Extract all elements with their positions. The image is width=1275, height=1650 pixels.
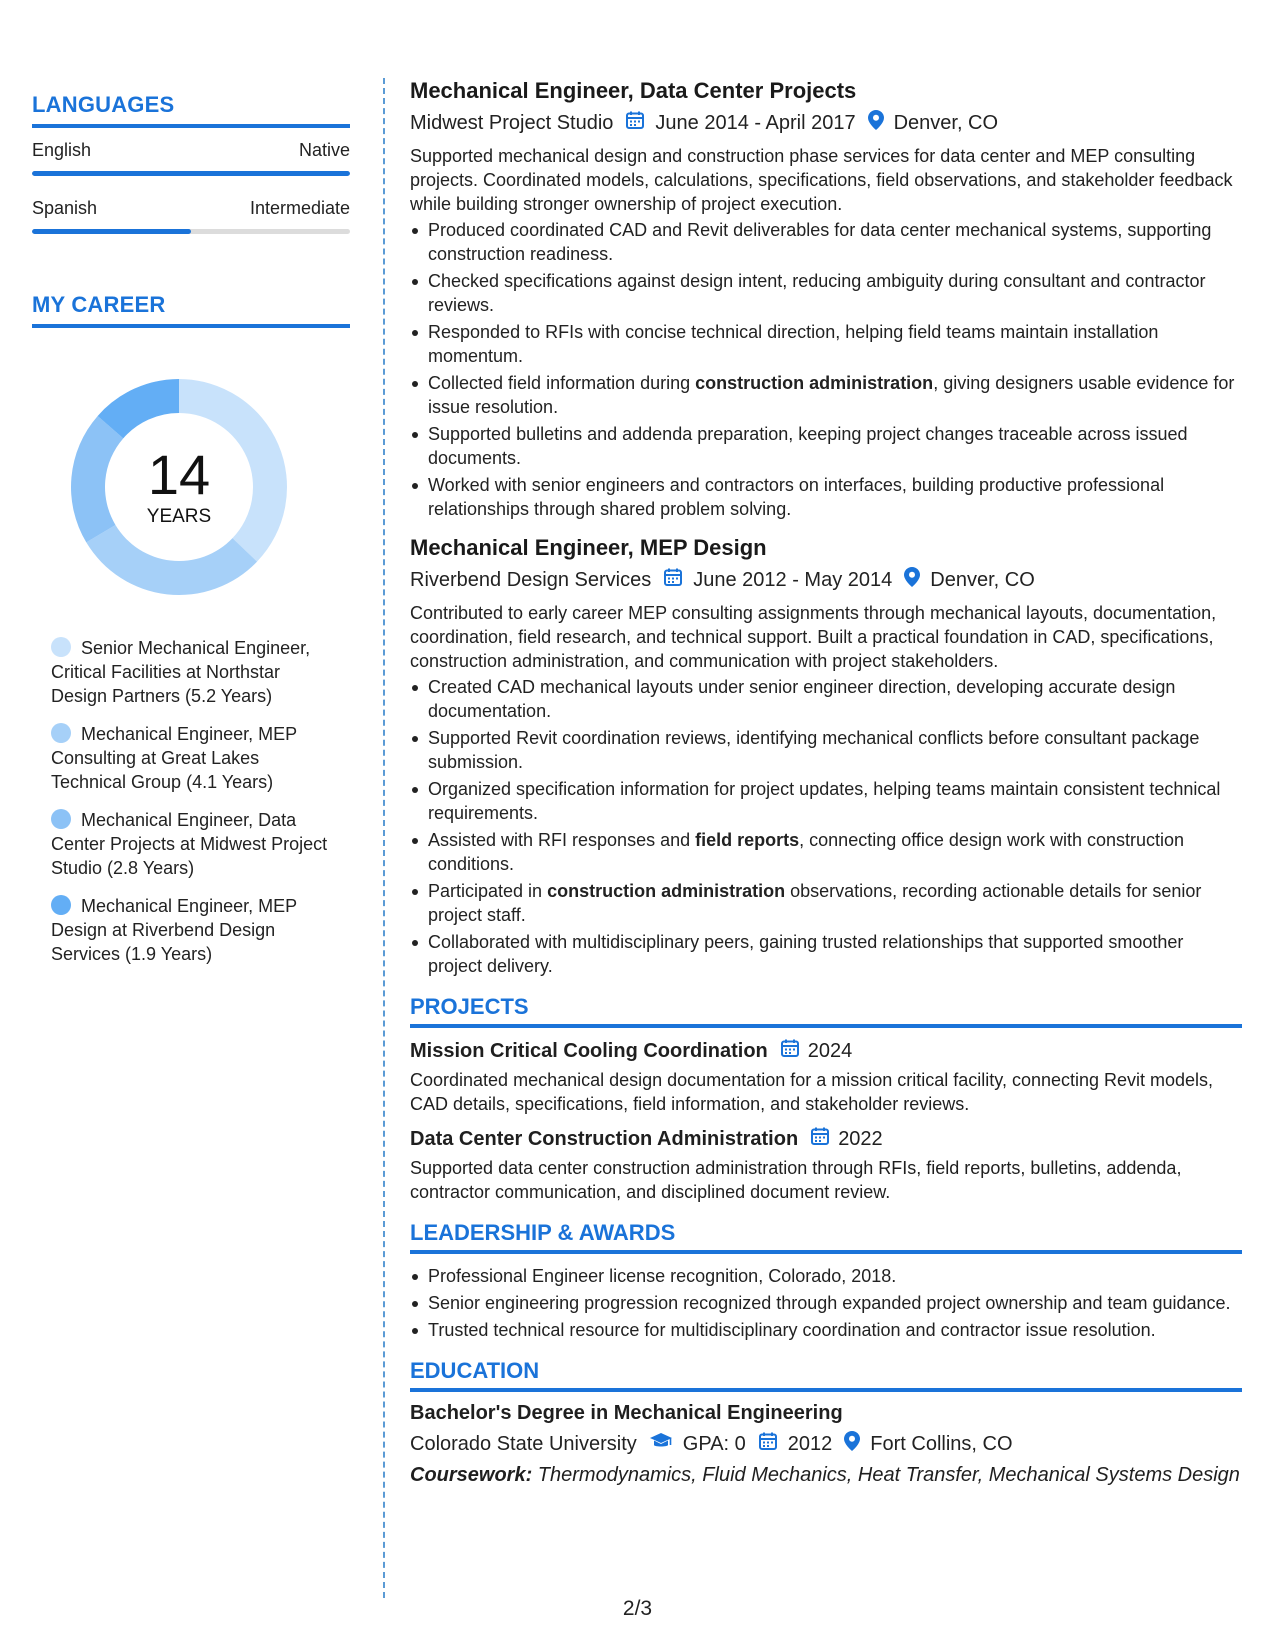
calendar-icon (810, 1126, 830, 1152)
legend-dot (51, 895, 71, 915)
education-heading: EDUCATION (410, 1358, 1242, 1392)
career-legend-item (51, 808, 331, 880)
project-title: Data Center Construction Administration (410, 1127, 799, 1150)
job-bullet: Responded to RFIs with concise technical direction, helping field teams maintain installation momentum. (410, 320, 1242, 368)
legend-label: Senior Mechanical Engineer, Critical Facilities at Northstar Design Partners (5.2 Years) (51, 638, 311, 706)
education-gpa: GPA: 0 (682, 1432, 746, 1455)
legend-label: Mechanical Engineer, MEP Consulting at Great Lakes Technical Group (4.1 Years) (51, 724, 297, 792)
projects-heading: PROJECTS (410, 994, 1242, 1028)
job-summary: Contributed to early career MEP consulting assignments through mechanical layouts, documentation, coordination, field research, and technical support. Built a practical foundation in CAD, specifications, construction administration, and communication with project stakeholders. (410, 603, 1217, 671)
language-level: Native (298, 140, 350, 160)
job-title: Mechanical Engineer, MEP Design (410, 535, 767, 560)
language-level-fill (32, 171, 350, 176)
language-level-bar (32, 229, 350, 234)
page-number: 2/3 (622, 1597, 653, 1620)
project-entry (410, 1126, 1242, 1204)
project-year: 2024 (807, 1039, 853, 1062)
job-bullet: Checked specifications against design intent, reducing ambiguity during consultant and contractor reviews. (410, 269, 1242, 317)
career-total-years: 14 (147, 443, 211, 506)
job-company: Midwest Project Studio (410, 111, 614, 134)
location-pin-icon (904, 567, 920, 593)
job-bullet: Supported bulletins and addenda preparation, keeping project changes traceable across issued documents. (410, 422, 1242, 470)
calendar-icon (625, 110, 645, 136)
award-item: Senior engineering progression recognized through expanded project ownership and team guidance. (410, 1291, 1242, 1315)
job-dates: June 2014 - April 2017 (655, 111, 856, 134)
job-meta (410, 567, 1242, 593)
job-bullet: Participated in construction administration observations, recording actionable details for senior project staff. (410, 879, 1242, 927)
job-summary: Supported mechanical design and construction phase services for data center and MEP consulting projects. Coordinated models, calculations, specifications, field observations, and stakeholder feedback while building stronger ownership of project execution. (410, 146, 1233, 214)
calendar-icon (663, 567, 683, 593)
awards-list (410, 1264, 1242, 1342)
project-description: Coordinated mechanical design documentation for a mission critical facility, connecting Revit models, CAD details, specifications, field information, and stakeholder reviews. (410, 1070, 1214, 1114)
calendar-icon (758, 1431, 778, 1457)
career-legend-item (51, 894, 331, 966)
donut-center (64, 372, 294, 602)
calendar-icon (780, 1038, 800, 1064)
award-item: Trusted technical resource for multidisciplinary coordination and contractor issue resolution. (410, 1318, 1242, 1342)
right-column (410, 78, 1242, 1487)
project-description: Supported data center construction administration through RFIs, field reports, bulletins, addenda, contractor communication, and disciplined document review. (410, 1158, 1182, 1202)
career-donut-chart (64, 372, 294, 602)
job-bullet: Worked with senior engineers and contractors on interfaces, building productive professional relationships through shared problem solving. (410, 473, 1242, 521)
language-level-fill (32, 229, 191, 234)
left-column (32, 92, 350, 980)
language-level-bar (32, 171, 350, 176)
job-entry (410, 535, 1242, 978)
job-bullet: Assisted with RFI responses and field reports, connecting office design work with construction conditions. (410, 828, 1242, 876)
language-name: English (32, 140, 92, 160)
legend-dot (51, 723, 71, 743)
education-school: Colorado State University (410, 1432, 637, 1455)
job-meta (410, 110, 1242, 136)
career-legend-item (51, 636, 331, 708)
job-location: Denver, CO (893, 111, 999, 134)
column-divider (383, 78, 385, 1598)
language-item (32, 198, 350, 234)
job-bullet: Organized specification information for project updates, helping teams maintain consistent technical requirements. (410, 777, 1242, 825)
education-year: 2012 (787, 1432, 833, 1455)
job-entry (410, 78, 1242, 521)
job-company: Riverbend Design Services (410, 568, 652, 591)
project-title: Mission Critical Cooling Coordination (410, 1039, 768, 1062)
project-year: 2022 (838, 1127, 883, 1150)
legend-dot (51, 637, 71, 657)
legend-dot (51, 809, 71, 829)
job-bullet: Collected field information during construction administration, giving designers usable evidence for issue resolution. (410, 371, 1242, 419)
career-years-unit: YEARS (146, 506, 212, 527)
job-bullets (410, 218, 1242, 521)
job-bullet: Supported Revit coordination reviews, identifying mechanical conflicts before consultant package submission. (410, 726, 1242, 774)
location-pin-icon (868, 110, 884, 136)
education-location: Fort Collins, CO (870, 1432, 1013, 1455)
career-legend (32, 636, 350, 966)
languages-heading: LANGUAGES (32, 92, 350, 128)
career-legend-item (51, 722, 331, 794)
job-location: Denver, CO (930, 568, 1035, 591)
legend-label: Mechanical Engineer, MEP Design at Riverbend Design Services (1.9 Years) (51, 896, 297, 964)
languages-list (32, 140, 350, 234)
graduation-cap-icon (649, 1432, 673, 1456)
education-meta (410, 1431, 1242, 1457)
project-entry (410, 1038, 1242, 1116)
job-bullet: Created CAD mechanical layouts under senior engineer direction, developing accurate design documentation. (410, 675, 1242, 723)
job-title: Mechanical Engineer, Data Center Projects (410, 78, 857, 103)
legend-label: Mechanical Engineer, Data Center Projects at Midwest Project Studio (2.8 Years) (51, 810, 328, 878)
education-degree: Bachelor's Degree in Mechanical Engineering (410, 1402, 843, 1424)
education-coursework: Coursework: Thermodynamics, Fluid Mechanics, Heat Transfer, Mechanical Systems Design (410, 1464, 1240, 1486)
job-dates: June 2012 - May 2014 (693, 568, 893, 591)
job-bullets (410, 675, 1242, 978)
language-name: Spanish (32, 198, 98, 218)
job-bullet: Collaborated with multidisciplinary peers, gaining trusted relationships that supported smoother project delivery. (410, 930, 1242, 978)
awards-heading: LEADERSHIP & AWARDS (410, 1220, 1242, 1254)
language-level: Intermediate (249, 198, 350, 218)
career-heading: MY CAREER (32, 292, 350, 328)
award-item: Professional Engineer license recognition, Colorado, 2018. (410, 1264, 1242, 1288)
language-item (32, 140, 350, 176)
job-bullet: Produced coordinated CAD and Revit deliverables for data center mechanical systems, supporting construction readiness. (410, 218, 1242, 266)
location-pin-icon (844, 1431, 860, 1457)
